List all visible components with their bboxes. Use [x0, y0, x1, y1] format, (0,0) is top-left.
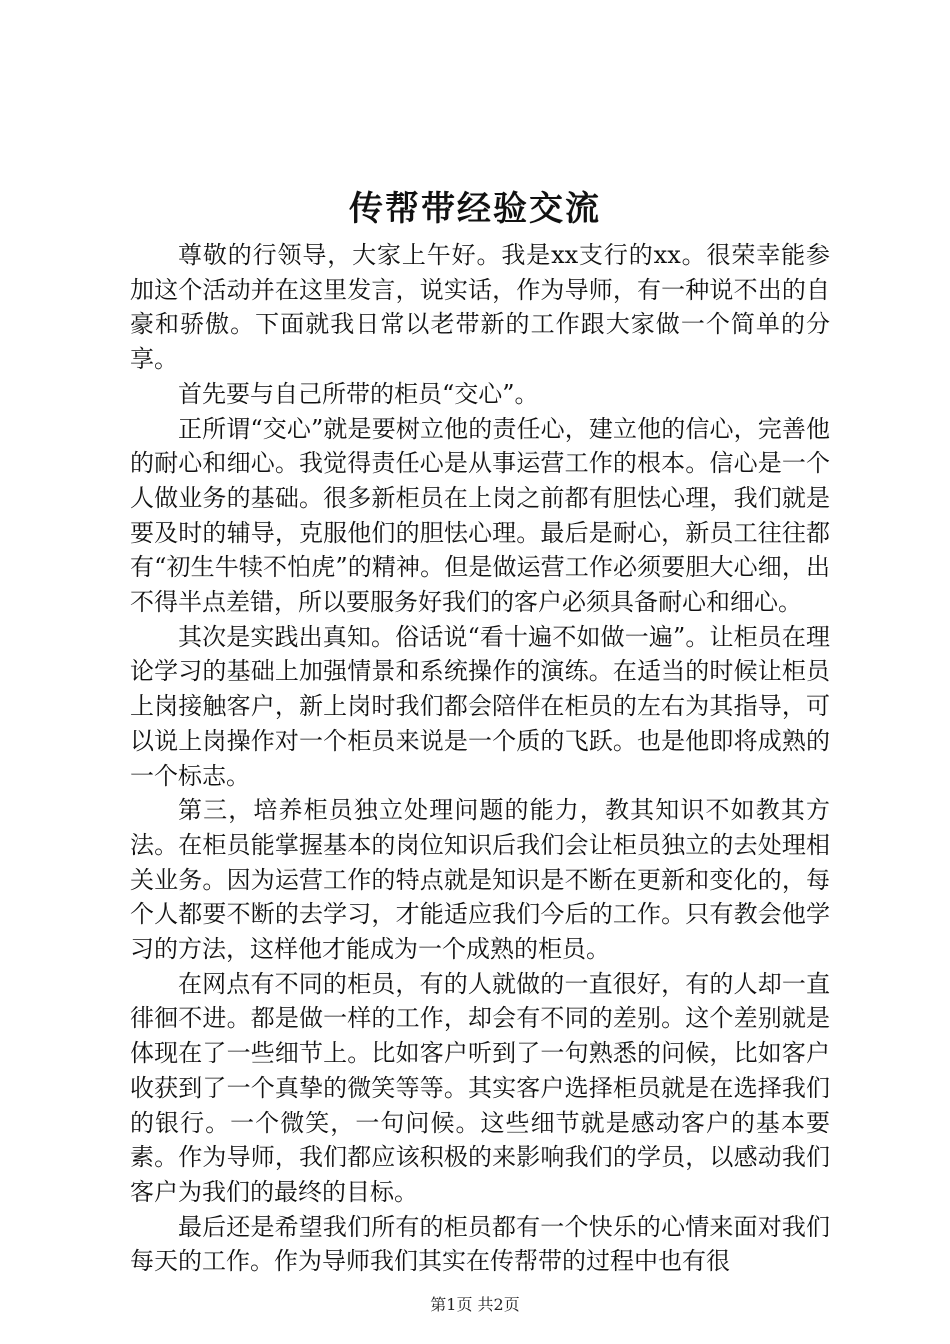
- paragraph-greeting: 尊敬的行领导，大家上午好。我是xx支行的xx。很荣幸能参加这个活动并在这里发言，说实话，作为导师，有一种说不出的自豪和骄傲。下面就我日常以老带新的工作跟大家做一个简单的分享。: [130, 241, 830, 374]
- paragraph-practice: 其次是实践出真知。俗话说“看十遍不如做一遍”。让柜员在理论学习的基础上加强情景和系统操作的演练。在适当的时候让柜员上岗接触客户，新上岗时我们都会陪伴在柜员的左右为其指导，可以说上岗操作对一个柜员来说是一个质的飞跃。也是他即将成熟的一个标志。: [130, 622, 830, 790]
- paragraph-heading-first: 首先要与自己所带的柜员“交心”。: [178, 379, 539, 408]
- document-title: 传帮带经验交流: [349, 189, 601, 229]
- paragraph-independence: 第三，培养柜员独立处理问题的能力，教其知识不如教其方法。在柜员能掌握基本的岗位知识后我们会让柜员独立的去处理相关业务。因为运营工作的特点就是知识是不断在更新和变化的，每个人都要不断的去学习，才能适应我们今后的工作。只有教会他学习的方法，这样他才能成为一个成熟的柜员。: [130, 796, 830, 964]
- paragraph-heart: 正所谓“交心”就是要树立他的责任心，建立他的信心，完善他的耐心和细心。我觉得责任心是从事运营工作的根本。信心是一个人做业务的基础。很多新柜员在上岗之前都有胆怯心理，我们就是要及时的辅导，克服他们的胆怯心理。最后是耐心，新员工往往都有“初生牛犊不怕虎”的精神。但是做运营工作必须要胆大心细，出不得半点差错，所以要服务好我们的客户必须具备耐心和细心。: [130, 414, 830, 617]
- page-number-footer: 第1页 共2页: [430, 1295, 520, 1314]
- paragraph-closing: 最后还是希望我们所有的柜员都有一个快乐的心情来面对我们每天的工作。作为导师我们其实在传帮带的过程中也有很: [130, 1212, 830, 1276]
- paragraph-details: 在网点有不同的柜员，有的人就做的一直很好，有的人却一直徘徊不进。都是做一样的工作，却会有不同的差别。这个差别就是体现在了一些细节上。比如客户听到了一句熟悉的问候，比如客户收获到了一个真挚的微笑等等。其实客户选择柜员就是在选择我们的银行。一个微笑，一句问候。这些细节就是感动客户的基本要素。作为导师，我们都应该积极的来影响我们的学员，以感动我们客户为我们的最终的目标。: [130, 969, 830, 1206]
- document-body: [130, 238, 830, 1279]
